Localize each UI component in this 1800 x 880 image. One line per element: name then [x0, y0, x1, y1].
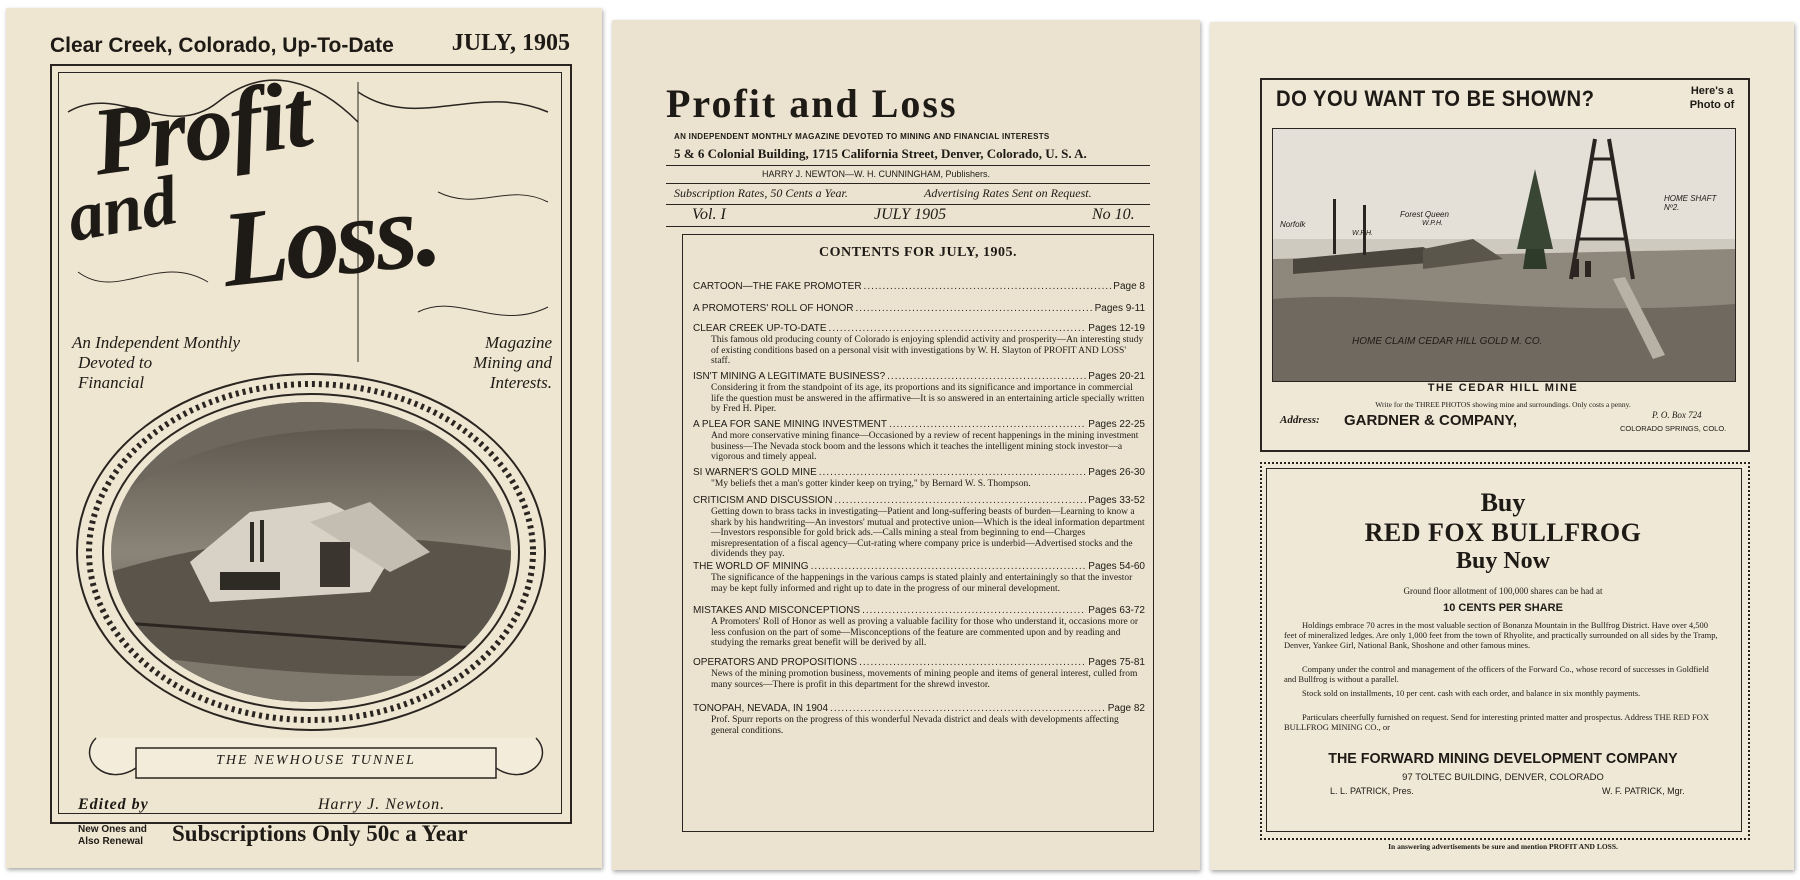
contents-entry-row: [693, 605, 1145, 616]
entry-page: Pages 20-21: [1088, 371, 1145, 382]
subscription-price: Subscriptions Only 50c a Year: [172, 821, 468, 846]
subscription-rates: Subscription Rates, 50 Cents a Year.: [674, 186, 848, 200]
magazine-subtitle: AN INDEPENDENT MONTHLY MAGAZINE DEVOTED TO MINING AND FINANCIAL INTERESTS: [674, 132, 1050, 141]
manager: W. F. PATRICK, Mgr.: [1602, 786, 1685, 796]
entry-description: Getting down to brass tacks in investigating—Patient and long-suffering beasts of burden—Learning to know a shark by his handwriting—An investors' mutual and protective union—Which is the ideal information department—Investors responsible for gold brick ads.—Calls mining a steal from beginning to end—Charges misrepresentation of a fiscal agency—Cut-rating where company price is underbid—Advertised stocks and the dividends they pay.: [711, 507, 1145, 559]
publishers: HARRY J. NEWTON—W. H. CUNNINGHAM, Publishers.: [762, 169, 991, 179]
label-home-shaft: HOME SHAFT Nº2.: [1664, 194, 1717, 212]
newhouse-tunnel-photo: [70, 372, 552, 732]
entry-page: Pages 22-25: [1088, 419, 1145, 430]
entry-title: MISTAKES AND MISCONCEPTIONS: [693, 605, 861, 616]
write-for-photos: Write for the THREE PHOTOS showing mine and surroundings. Only costs a penny.: [1375, 400, 1631, 409]
rule: [666, 183, 1150, 184]
contents-entry: [693, 657, 1145, 690]
contents-entry-row: [693, 303, 1145, 314]
contents-entry: [693, 303, 1145, 314]
contents-entry: [693, 703, 1145, 736]
entry-page: Pages 9-11: [1094, 303, 1145, 314]
entry-description: News of the mining promotion business, movements of mining people and items of general interest, culled from many sources—There is profit in this department for the shrewd investor.: [711, 669, 1138, 690]
magazine-title: Profit and Loss: [666, 81, 958, 126]
leader-dots: [887, 371, 1086, 382]
label-forest-queen: Forest Queen: [1400, 210, 1449, 219]
issue-date: JULY 1905: [874, 206, 947, 223]
allotment: Ground floor allotment of 100,000 shares can be had at: [1403, 586, 1603, 596]
entry-title: OPERATORS AND PROPOSITIONS: [693, 657, 858, 668]
company-control-text: Company under the control and management of the officers of the Forward Co., whose record of successes in Goldfield and Bullfrog is without a parallel.: [1284, 664, 1709, 684]
entry-title: CLEAR CREEK UP-TO-DATE: [693, 323, 827, 334]
entry-title: A PROMOTERS' ROLL OF HONOR: [693, 303, 854, 314]
entry-page: Pages 33-52: [1088, 495, 1145, 506]
masthead-loss: Loss.: [216, 169, 444, 310]
rule: [666, 165, 1150, 166]
contents-heading: CONTENTS FOR JULY, 1905.: [818, 245, 1018, 260]
leader-dots: [855, 303, 1092, 314]
city: COLORADO SPRINGS, COLO.: [1620, 424, 1727, 433]
forward-address: 97 TOLTEC BUILDING, DENVER, COLORADO: [1402, 772, 1604, 783]
entry-description: And more conservative mining finance—Occasioned by a review of recent happenings in the mining investment business—The Nevada stock boom and the lessons which it teaches the intelligent mining stock investor—a vigorous and timely appeal.: [711, 431, 1139, 462]
gardner-company: GARDNER & COMPANY,: [1344, 412, 1518, 429]
publisher-address: 5 & 6 Colonial Building, 1715 California Street, Denver, Colorado, U. S. A.: [674, 146, 1087, 161]
contents-entry-row: [693, 467, 1145, 478]
leader-dots: [829, 323, 1087, 334]
contents-entry: [693, 323, 1145, 367]
entry-page: Pages 63-72: [1088, 605, 1145, 616]
entry-title: A PLEA FOR SANE MINING INVESTMENT: [693, 419, 887, 430]
entry-page: Page 82: [1107, 703, 1145, 714]
contents-entry: [693, 371, 1145, 415]
entry-page: Pages 54-60: [1088, 561, 1145, 572]
contents-entry-row: [693, 495, 1145, 506]
contents-entry-row: [693, 281, 1145, 292]
ad-footer: In answering advertisements be sure and mention PROFIT AND LOSS.: [1388, 842, 1618, 851]
entry-description: "My beliefs thet a man's gotter kinder keep on trying," by Bernard W. S. Thompson.: [711, 479, 1031, 489]
entry-description: The significance of the happenings in the various camps is stated plainly and entertainingly so that the investor may be kept fully informed and right up to date in the progress of our mineral development.: [711, 573, 1133, 594]
table-of-contents: [682, 234, 1154, 832]
ad-headline: DO YOU WANT TO BE SHOWN?: [1276, 86, 1595, 111]
price-per-share: 10 CENTS PER SHARE: [1443, 602, 1563, 614]
contents-entry: [693, 419, 1145, 463]
leader-dots: [834, 495, 1086, 506]
leader-dots: [811, 561, 1087, 572]
renewal-note: [78, 824, 147, 848]
heres-a-photo: [1682, 84, 1742, 112]
contents-entry: [693, 495, 1145, 560]
label-wph: W.P.H.: [1422, 220, 1444, 227]
heres-a: Here's a: [1690, 85, 1734, 97]
contents-entry-row: [693, 323, 1145, 334]
contents-entry-row: [693, 657, 1145, 668]
contents-page: [612, 20, 1200, 870]
holdings-text: Holdings embrace 70 acres in the most valuable section of Bonanza Mountain in the Bullfrog District. Have over 4,500 feet of mineralized ledges. Are only 1,000 feet from the town of Rhyolite, and practically surrounded on all sides by the Tramp, Denver, Yankee Girl, National Bank, Shoshone and other famous mines.: [1284, 620, 1718, 650]
contents-entry: [693, 467, 1145, 490]
rule: [666, 204, 1150, 205]
contents-entry-row: [693, 703, 1145, 714]
tagline-right-1: Magazine: [484, 333, 552, 352]
entry-title: THE WORLD OF MINING: [693, 561, 809, 572]
cover-date: JULY, 1905: [451, 30, 570, 56]
buy-heading: Buy: [1480, 488, 1526, 517]
tagline-right-3: Interests.: [489, 373, 552, 392]
contents-entry: [693, 281, 1145, 292]
address-label: Address:: [1280, 414, 1320, 426]
leader-dots: [859, 657, 1086, 668]
entry-description: Prof. Spurr reports on the progress of this wonderful Nevada district and deals with developments affecting general conditions.: [711, 715, 1119, 736]
label-claim: HOME CLAIM CEDAR HILL GOLD M. CO.: [1352, 336, 1543, 347]
tagline-right-2: Mining and: [473, 353, 552, 372]
leader-dots: [889, 419, 1086, 430]
leader-dots: [830, 703, 1106, 714]
entry-description: Considering it from the standpoint of its age, its proportions and its significance and importance in commercial life the question must be answered in the affirmative—It is so answered in an entertaining article specially written by Fred H. Piper.: [711, 383, 1145, 414]
leader-dots: [819, 467, 1087, 478]
contents-entry-row: [693, 419, 1145, 430]
president: L. L. PATRICK, Pres.: [1330, 786, 1414, 796]
entry-title: CARTOON—THE FAKE PROMOTER: [693, 281, 862, 292]
masthead: [62, 59, 512, 328]
volume: Vol. I: [692, 206, 726, 223]
rule: [666, 226, 1150, 227]
tagline-left-2: Devoted to: [78, 353, 153, 372]
renewal-note-1: New Ones and: [78, 824, 147, 835]
cover-page: [6, 8, 602, 868]
cover-header: [50, 30, 570, 62]
po-box: P. O. Box 724: [1652, 410, 1702, 420]
label-wph: W.P.H.: [1352, 230, 1374, 237]
contents-entry: [693, 605, 1145, 649]
entry-description: A Promoters' Roll of Honor as well as proving a valuable facility for those who understand it, occasions more or less confusion on the part of some—Misconceptions of the feature are commented upon and by reading and studying the remarks great benefit will be derived by all.: [711, 617, 1139, 648]
stock-name: RED FOX BULLFROG: [1364, 518, 1642, 547]
entry-title: CRITICISM AND DISCUSSION: [693, 495, 833, 506]
forward-company: THE FORWARD MINING DEVELOPMENT COMPANY: [1328, 750, 1678, 767]
leader-dots: [862, 605, 1086, 616]
contents-entry: [693, 561, 1145, 594]
label-norfolk: Norfolk: [1280, 220, 1306, 229]
edited-by: Edited by: [78, 796, 149, 813]
contents-entry-row: [693, 371, 1145, 382]
renewal-note-2: Also Renewal: [78, 836, 144, 847]
masthead-and: and: [62, 162, 183, 257]
cover-location: Clear Creek, Colorado, Up-To-Date: [50, 34, 394, 57]
tagline-left-3: Financial: [78, 373, 145, 392]
particulars-text: Particulars cheerfully furnished on request. Send for interesting printed matter and prospectus. Address THE RED FOX BULLFROG MINING CO., or: [1284, 712, 1710, 732]
entry-page: Pages 26-30: [1088, 467, 1145, 478]
entry-description: This famous old producing county of Colorado is enjoying splendid activity and prosperity—An interesting study of existing conditions based on a personal visit with investigations by W. H. Slayton of PROFIT AND LOSS' staff.: [711, 335, 1144, 366]
entry-title: SI WARNER'S GOLD MINE: [693, 467, 817, 478]
tagline-left-1: An Independent Monthly: [72, 333, 241, 352]
buy-now: Buy Now: [1455, 548, 1551, 574]
issue-number: No 10.: [1092, 206, 1135, 223]
mine-name: THE CEDAR HILL MINE: [1427, 382, 1579, 394]
advertising-rates: Advertising Rates Sent on Request.: [924, 186, 1092, 200]
installments-text: Stock sold on installments, 10 per cent. cash with each order, and balance in six monthly payments.: [1302, 688, 1641, 698]
contents-entry-row: [693, 561, 1145, 572]
ribbon-text: THE NEWHOUSE TUNNEL: [216, 753, 416, 768]
entry-title: ISN'T MINING A LEGITIMATE BUSINESS?: [693, 371, 886, 382]
advertisement-page: [1210, 22, 1794, 870]
photo-of: Photo of: [1689, 99, 1735, 111]
entry-page: Pages 75-81: [1088, 657, 1145, 668]
entry-page: Pages 12-19: [1088, 323, 1145, 334]
editor-name: Harry J. Newton.: [318, 796, 446, 813]
leader-dots: [864, 281, 1112, 292]
entry-title: TONOPAH, NEVADA, IN 1904: [693, 703, 829, 714]
masthead-profit: Profit: [85, 59, 316, 196]
entry-page: Page 8: [1113, 281, 1145, 292]
